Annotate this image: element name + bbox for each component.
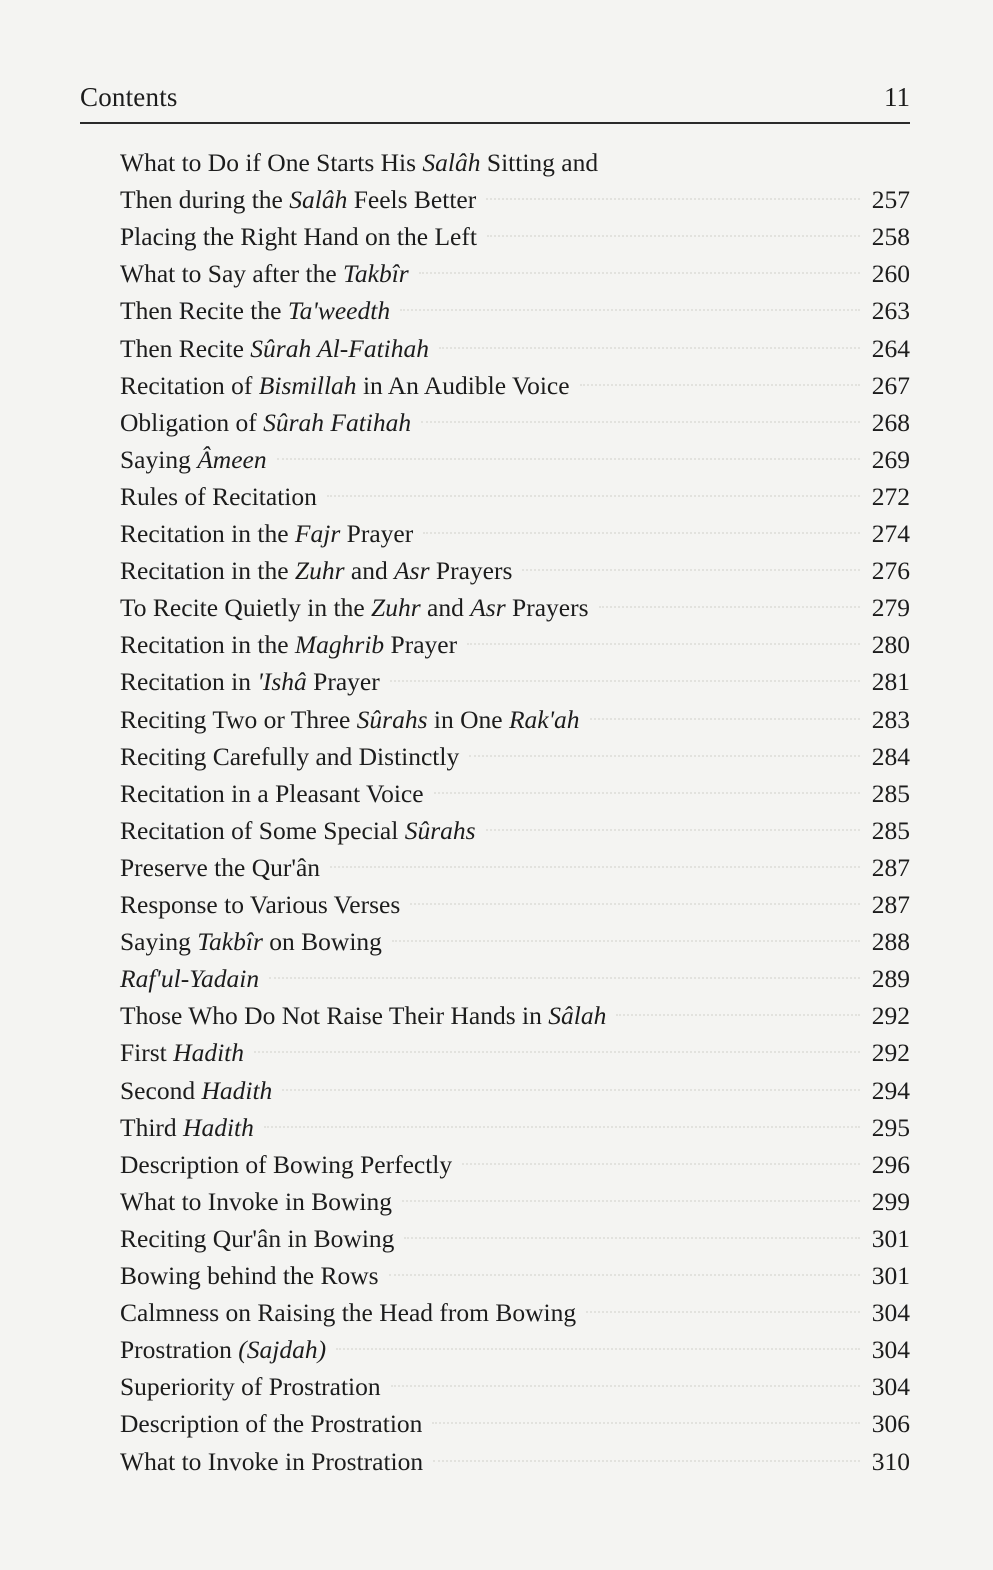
toc-entry[interactable] xyxy=(120,1148,910,1182)
dot-leader xyxy=(486,829,860,831)
toc-entry-page-number: 279 xyxy=(871,593,910,623)
toc-entry-title xyxy=(120,628,457,662)
toc-entry[interactable] xyxy=(120,480,910,514)
dot-leader xyxy=(599,606,860,608)
toc-entry-title xyxy=(120,703,580,737)
toc-title-segment: Reciting Carefully and Distinctly xyxy=(120,741,460,771)
toc-title-segment: What to Invoke in Bowing xyxy=(120,1186,392,1216)
toc-title-segment: Description of Bowing Perfectly xyxy=(120,1149,453,1179)
dot-leader xyxy=(616,1014,860,1016)
toc-entry-page-number: 267 xyxy=(871,370,910,400)
toc-title-segment: Bismillah xyxy=(258,370,357,400)
toc-title-segment: Rak'ah xyxy=(508,704,580,734)
toc-title-segment: Saying xyxy=(120,444,198,474)
toc-entry-title xyxy=(120,443,267,477)
toc-title-segment: To Recite Quietly in the xyxy=(120,593,372,623)
toc-title-segment: Recitation in the xyxy=(120,519,295,548)
toc-entry[interactable] xyxy=(120,1185,910,1219)
dot-leader xyxy=(327,495,860,497)
toc-entry-title xyxy=(120,740,459,774)
toc-title-segment: Salâh xyxy=(289,185,348,215)
toc-entry-page-number: 292 xyxy=(871,1038,910,1068)
toc-title-segment: Ta'weedth xyxy=(287,296,391,326)
toc-title-segment: Zuhr xyxy=(371,593,421,623)
toc-title-segment: Preserve the Qur'ân xyxy=(120,852,321,882)
toc-entry[interactable] xyxy=(120,1445,910,1479)
toc-entry-page-number: 280 xyxy=(871,630,910,660)
toc-title-segment: Recitation of Some Special xyxy=(120,815,405,845)
toc-entry-title xyxy=(120,220,477,254)
toc-entry-title xyxy=(120,332,429,366)
toc-entry[interactable] xyxy=(120,369,910,403)
toc-entry-page-number: 287 xyxy=(871,852,910,882)
toc-title-segment: Hadith xyxy=(173,1038,244,1068)
dot-leader xyxy=(433,1460,860,1462)
toc-entry-page-number: 274 xyxy=(871,519,910,548)
toc-title-segment: Sûrahs xyxy=(404,815,476,845)
toc-title-segment: and xyxy=(344,556,395,586)
toc-entry-page-number: 272 xyxy=(871,481,910,511)
toc-entry-title xyxy=(120,480,317,514)
toc-entry[interactable] xyxy=(120,443,910,477)
toc-title-segment: Salâh xyxy=(422,148,481,177)
toc-title-segment: Reciting Two or Three xyxy=(120,704,357,734)
dot-leader xyxy=(462,1163,860,1165)
dot-leader xyxy=(282,1089,860,1091)
toc-title-segment: Takbîr xyxy=(197,927,263,957)
toc-entry[interactable] xyxy=(120,332,910,366)
toc-entry-title xyxy=(120,257,409,291)
toc-entry-title xyxy=(120,369,570,403)
toc-title-segment: Saying xyxy=(120,927,198,957)
toc-title-segment: in One xyxy=(427,704,509,734)
toc-entry-title xyxy=(120,1296,576,1330)
toc-title-segment: Feels Better xyxy=(347,185,477,215)
toc-entry-page-number: 276 xyxy=(871,556,910,586)
toc-title-segment: Second xyxy=(120,1075,202,1105)
toc-title-segment: Takbîr xyxy=(343,259,409,289)
toc-entry[interactable] xyxy=(120,814,910,848)
dot-leader xyxy=(400,309,860,311)
toc-entry[interactable] xyxy=(120,665,910,699)
toc-entry-title xyxy=(120,925,382,959)
toc-entry[interactable] xyxy=(120,406,910,440)
toc-title-segment: Prayers xyxy=(429,556,513,586)
toc-title-segment: Prayers xyxy=(505,593,589,623)
toc-entry-page-number: 294 xyxy=(871,1075,910,1105)
toc-entry[interactable] xyxy=(120,740,910,774)
toc-title-segment: Obligation of xyxy=(120,407,264,437)
dot-leader xyxy=(336,1348,860,1350)
toc-entry-title xyxy=(120,1222,394,1256)
toc-entry[interactable] xyxy=(120,703,910,737)
dot-leader xyxy=(277,458,860,460)
toc-entry-title xyxy=(120,851,320,885)
toc-entry-title xyxy=(120,665,380,699)
toc-entry-page-number: 310 xyxy=(871,1446,910,1476)
toc-title-segment: Then during the xyxy=(120,185,290,215)
dot-leader xyxy=(580,384,860,386)
dot-leader xyxy=(469,755,860,757)
toc-title-segment: Prayer xyxy=(384,630,458,660)
toc-entry[interactable] xyxy=(120,1222,910,1256)
toc-title-segment: Third xyxy=(120,1112,184,1142)
toc-title-segment: What to Do if One Starts His xyxy=(120,148,423,177)
toc-entry[interactable] xyxy=(120,1111,910,1145)
dot-leader xyxy=(487,235,860,237)
page-title: Contents xyxy=(80,82,178,112)
toc-entry-page-number: 258 xyxy=(871,222,910,252)
toc-title-segment: Prayer xyxy=(340,519,414,548)
toc-entry[interactable] xyxy=(120,554,910,588)
page-number: 11 xyxy=(884,82,910,112)
toc-entry-page-number: 283 xyxy=(871,704,910,734)
dot-leader xyxy=(402,1200,860,1202)
toc-title-segment: Hadith xyxy=(183,1112,254,1142)
toc-title-segment: What to Invoke in Prostration xyxy=(120,1446,424,1476)
toc-title-segment: Zuhr xyxy=(294,556,345,586)
toc-title-segment: Then Recite xyxy=(120,333,251,363)
toc-entry-page-number: 301 xyxy=(871,1261,910,1290)
toc-entry[interactable] xyxy=(120,1036,910,1070)
toc-title-segment: Response to Various Verses xyxy=(120,890,401,919)
toc-entry-page-number: 288 xyxy=(871,927,910,957)
dot-leader xyxy=(392,940,860,942)
dot-leader xyxy=(404,1237,860,1239)
toc-entry-page-number: 306 xyxy=(871,1409,910,1439)
toc-entry-page-number: 304 xyxy=(871,1372,910,1402)
toc-title-segment: 'Ishâ xyxy=(257,667,307,697)
toc-entry-title xyxy=(120,406,411,440)
toc-entry-title xyxy=(120,1370,381,1404)
toc-entry[interactable] xyxy=(120,1407,910,1441)
toc-entry-page-number: 269 xyxy=(871,444,910,474)
toc-entry-page-number: 299 xyxy=(871,1186,910,1216)
toc-title-segment: Raf'ul-Yadain xyxy=(120,964,260,994)
toc-entry-page-number: 296 xyxy=(871,1149,910,1179)
toc-title-segment: Sitting and xyxy=(480,148,599,177)
toc-title-segment: First xyxy=(120,1038,174,1068)
toc-title-segment: in An Audible Voice xyxy=(356,370,570,400)
toc-title-segment: Recitation in a Pleasant Voice xyxy=(120,778,424,808)
toc-entry-page-number: 264 xyxy=(871,333,910,363)
toc-entry-page-number: 304 xyxy=(871,1335,910,1365)
dot-leader xyxy=(467,643,860,645)
dot-leader xyxy=(391,1385,860,1387)
toc-entry-page-number: 285 xyxy=(871,815,910,845)
dot-leader xyxy=(522,569,860,571)
toc-entry[interactable] xyxy=(120,777,910,811)
toc-title-segment: Sûrah Al-Fatihah xyxy=(250,333,430,363)
toc-entry[interactable] xyxy=(120,591,910,625)
toc-entry-page-number: 257 xyxy=(871,185,910,215)
toc-entry-page-number: 285 xyxy=(871,778,910,808)
dot-leader xyxy=(264,1126,860,1128)
toc-entry[interactable] xyxy=(120,1259,910,1293)
toc-title-segment: Calmness on Raising the Head from Bowing xyxy=(120,1298,577,1328)
dot-leader xyxy=(586,1311,860,1313)
dot-leader xyxy=(410,903,860,905)
dot-leader xyxy=(419,272,860,274)
toc-entry-page-number: 289 xyxy=(871,964,910,994)
toc-entry-title xyxy=(120,517,413,551)
toc-title-segment: Prayer xyxy=(306,667,380,697)
toc-entry-title xyxy=(120,1333,326,1367)
toc-title-segment: Âmeen xyxy=(197,444,267,474)
toc-entry-title xyxy=(120,1111,254,1145)
toc-entry-page-number: 287 xyxy=(871,890,910,919)
toc-entry-title xyxy=(120,962,259,996)
toc-entry-title xyxy=(120,183,476,217)
toc-entry[interactable] xyxy=(120,1296,910,1330)
toc-entry-page-number: 304 xyxy=(871,1298,910,1328)
toc-entry[interactable] xyxy=(120,962,910,996)
toc-entry-title xyxy=(120,591,589,625)
toc-entry-title xyxy=(120,554,512,588)
dot-leader xyxy=(421,421,860,423)
toc-entry[interactable] xyxy=(120,999,910,1033)
toc-entry-title xyxy=(120,1259,379,1293)
toc-title-segment: Sûrahs xyxy=(356,704,428,734)
toc-entry-title xyxy=(120,814,476,848)
toc-entry[interactable] xyxy=(120,294,910,328)
toc-title-segment: Sûrah Fatihah xyxy=(263,407,412,437)
dot-leader xyxy=(389,1274,860,1276)
toc-title-segment: Rules of Recitation xyxy=(120,481,317,511)
toc-entry-title xyxy=(120,294,390,328)
toc-title-segment: Recitation in xyxy=(120,667,258,697)
toc-title-segment: Hadith xyxy=(201,1075,273,1105)
toc-entry-page-number: 268 xyxy=(871,407,910,437)
dot-leader xyxy=(434,792,860,794)
toc-entry-page-number: 301 xyxy=(871,1223,910,1253)
toc-entry-title xyxy=(120,1148,452,1182)
toc-entry-title xyxy=(120,999,606,1033)
toc-entry-title xyxy=(120,1407,422,1441)
toc-entry[interactable] xyxy=(120,1370,910,1404)
toc-entry-page-number: 292 xyxy=(871,1001,910,1031)
toc-title-segment: Maghrib xyxy=(294,630,385,660)
toc-entry[interactable] xyxy=(120,257,910,291)
dot-leader xyxy=(423,532,860,534)
toc-entry-page-number: 295 xyxy=(871,1112,910,1142)
toc-entry-title xyxy=(120,888,400,922)
toc-title-segment: Sâlah xyxy=(548,1001,607,1031)
toc-title-segment: Recitation in the xyxy=(120,630,295,660)
dot-leader xyxy=(590,718,860,720)
toc-entry-title xyxy=(120,1074,272,1108)
toc-title-segment: Description of the Prostration xyxy=(120,1409,423,1439)
dot-leader xyxy=(330,866,860,868)
toc-title-segment: Recitation of xyxy=(120,370,259,400)
toc-title-segment: What to Say after the xyxy=(120,259,344,289)
toc-entry[interactable] xyxy=(120,1333,910,1367)
toc-entry-page-number: 263 xyxy=(871,296,910,326)
toc-entry[interactable] xyxy=(120,925,910,959)
toc-title-segment: Placing the Right Hand on the Left xyxy=(120,222,477,252)
toc-entry[interactable] xyxy=(120,1074,910,1108)
dot-leader xyxy=(486,198,860,200)
toc-title-segment: Asr xyxy=(470,593,506,623)
toc-title-segment: Bowing behind the Rows xyxy=(120,1261,379,1290)
toc-title-segment: Asr xyxy=(394,556,430,586)
toc-entry-title xyxy=(120,1445,423,1479)
toc-entry-title xyxy=(120,1185,392,1219)
toc-title-segment: and xyxy=(420,593,471,623)
toc-entry-title xyxy=(120,148,598,177)
toc-title-segment: (Sajdah) xyxy=(238,1335,327,1365)
toc-title-segment: Fajr xyxy=(294,519,341,548)
toc-entry-title xyxy=(120,1036,244,1070)
toc-entry[interactable] xyxy=(120,628,910,662)
toc-title-segment: Those Who Do Not Raise Their Hands in xyxy=(120,1001,549,1031)
toc-entry-page-number: 260 xyxy=(871,259,910,289)
dot-leader xyxy=(432,1422,860,1424)
toc-entry[interactable] xyxy=(120,220,910,254)
toc-entry[interactable] xyxy=(120,888,910,922)
toc-entry-page-number: 281 xyxy=(871,667,910,697)
dot-leader xyxy=(439,347,860,349)
toc-entry[interactable] xyxy=(120,146,910,217)
toc-title-segment: on Bowing xyxy=(262,927,382,957)
toc-title-segment: Then Recite the xyxy=(120,296,288,326)
toc-entry[interactable] xyxy=(120,851,910,885)
toc-title-segment: Recitation in the xyxy=(120,556,295,586)
toc-entry-page-number: 284 xyxy=(871,741,910,771)
dot-leader xyxy=(254,1051,860,1053)
dot-leader xyxy=(390,680,860,682)
toc-title-segment: Reciting Qur'ân in Bowing xyxy=(120,1223,395,1253)
toc-entry[interactable] xyxy=(120,517,910,551)
dot-leader xyxy=(269,977,860,979)
toc-title-segment: Superiority of Prostration xyxy=(120,1372,381,1402)
toc-entry-title xyxy=(120,777,424,811)
toc-title-segment: Prostration xyxy=(120,1335,239,1365)
